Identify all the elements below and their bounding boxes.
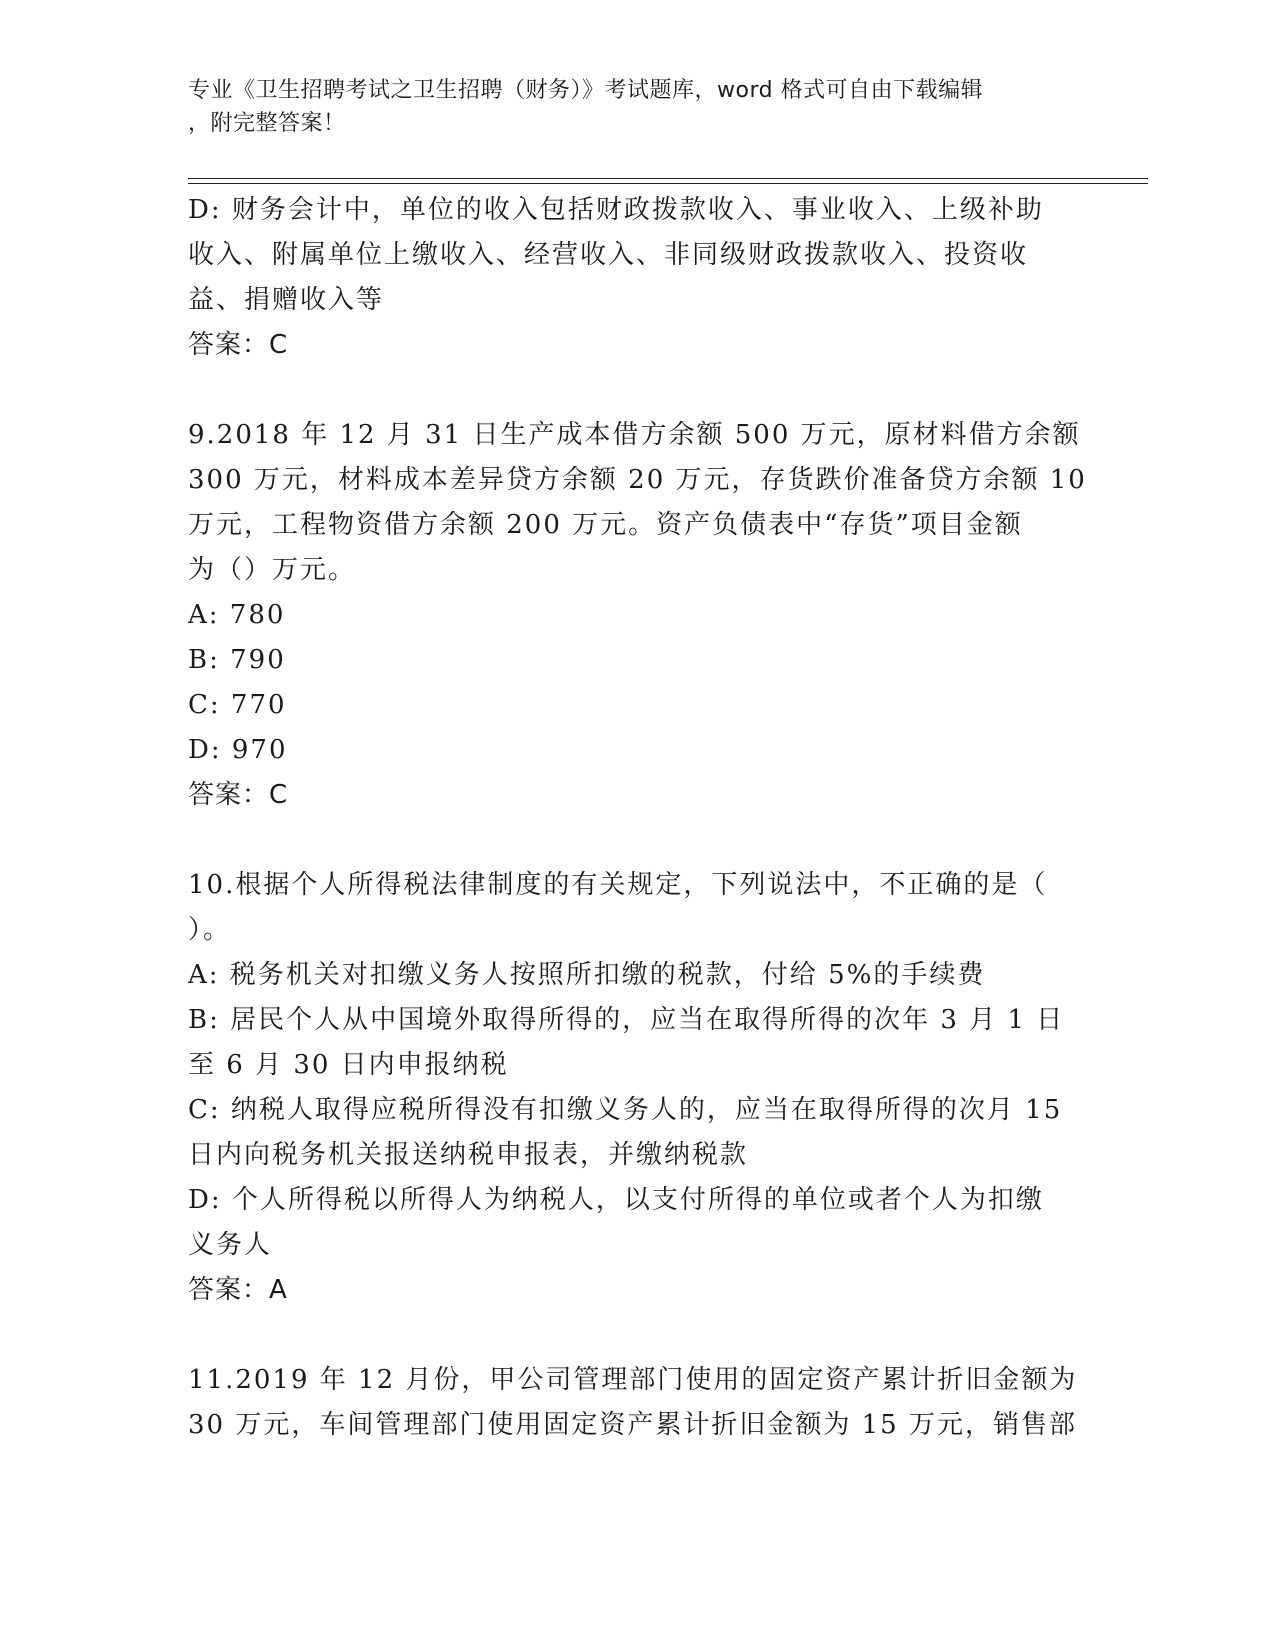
option-d-line: D: 财务会计中，单位的收入包括财政拨款收入、事业收入、上级补助: [188, 195, 1044, 225]
option-c-line: C: 纳税人取得应税所得没有扣缴义务人的，应当在取得所得的次月 15: [188, 1095, 1063, 1125]
question-10: [188, 863, 1088, 1313]
question-11: [188, 1358, 1088, 1448]
prev-question-block: [188, 188, 1088, 368]
option-b-line: 至 6 月 30 日内申报纳税: [188, 1050, 509, 1080]
option-c: C: 770: [188, 690, 287, 720]
option-c-line: 日内向税务机关报送纳税申报表，并缴纳税款: [188, 1140, 749, 1170]
answer-label: 答案：C: [188, 330, 289, 360]
question-9: [188, 413, 1088, 818]
option-d-line: 义务人: [188, 1230, 273, 1260]
header-line-2: ，附完整答案！: [188, 111, 346, 136]
header-line-1: 专业《卫生招聘考试之卫生招聘（财务）》考试题库，word 格式可自由下载编辑: [188, 78, 984, 103]
question-stem-line: 9.2018 年 12 月 31 日生产成本借方余额 500 万元，原材料借方余额: [188, 420, 1081, 450]
option-d-line: D: 个人所得税以所得人为纳税人，以支付所得的单位或者个人为扣缴: [188, 1185, 1044, 1215]
answer-label: 答案：A: [188, 1275, 288, 1305]
question-stem-line: 10.根据个人所得税法律制度的有关规定，下列说法中，不正确的是（: [188, 870, 1048, 900]
answer-label: 答案：C: [188, 780, 289, 810]
question-stem-line: 万元，工程物资借方余额 200 万元。资产负债表中“存货”项目金额: [188, 510, 1023, 540]
question-stem-line: ）。: [188, 915, 232, 945]
header-divider-bottom: [188, 183, 1148, 184]
page-header: [188, 74, 1068, 140]
question-stem-line: 30 万元，车间管理部门使用固定资产累计折旧金额为 15 万元，销售部: [188, 1410, 1077, 1440]
option-a: A: 税务机关对扣缴义务人按照所扣缴的税款，付给 5%的手续费: [188, 960, 986, 990]
spacer: [188, 1313, 1088, 1358]
question-stem-line: 11.2019 年 12 月份，甲公司管理部门使用的固定资产累计折旧金额为: [188, 1365, 1078, 1395]
option-b: B: 790: [188, 645, 286, 675]
option-d-line: 益、捐赠收入等: [188, 285, 385, 315]
option-d-line: 收入、附属单位上缴收入、经营收入、非同级财政拨款收入、投资收: [188, 240, 1029, 270]
question-stem-line: 为（）万元。: [188, 555, 357, 585]
spacer: [188, 368, 1088, 413]
question-stem-line: 300 万元，材料成本差异贷方余额 20 万元，存货跌价准备贷方余额 10: [188, 465, 1087, 495]
spacer: [188, 818, 1088, 863]
header-divider-top: [188, 178, 1148, 179]
option-b-line: B: 居民个人从中国境外取得所得的，应当在取得所得的次年 3 月 1 日: [188, 1005, 1065, 1035]
document-body: [188, 188, 1088, 1448]
option-a: A: 780: [188, 600, 286, 630]
option-d: D: 970: [188, 735, 288, 765]
